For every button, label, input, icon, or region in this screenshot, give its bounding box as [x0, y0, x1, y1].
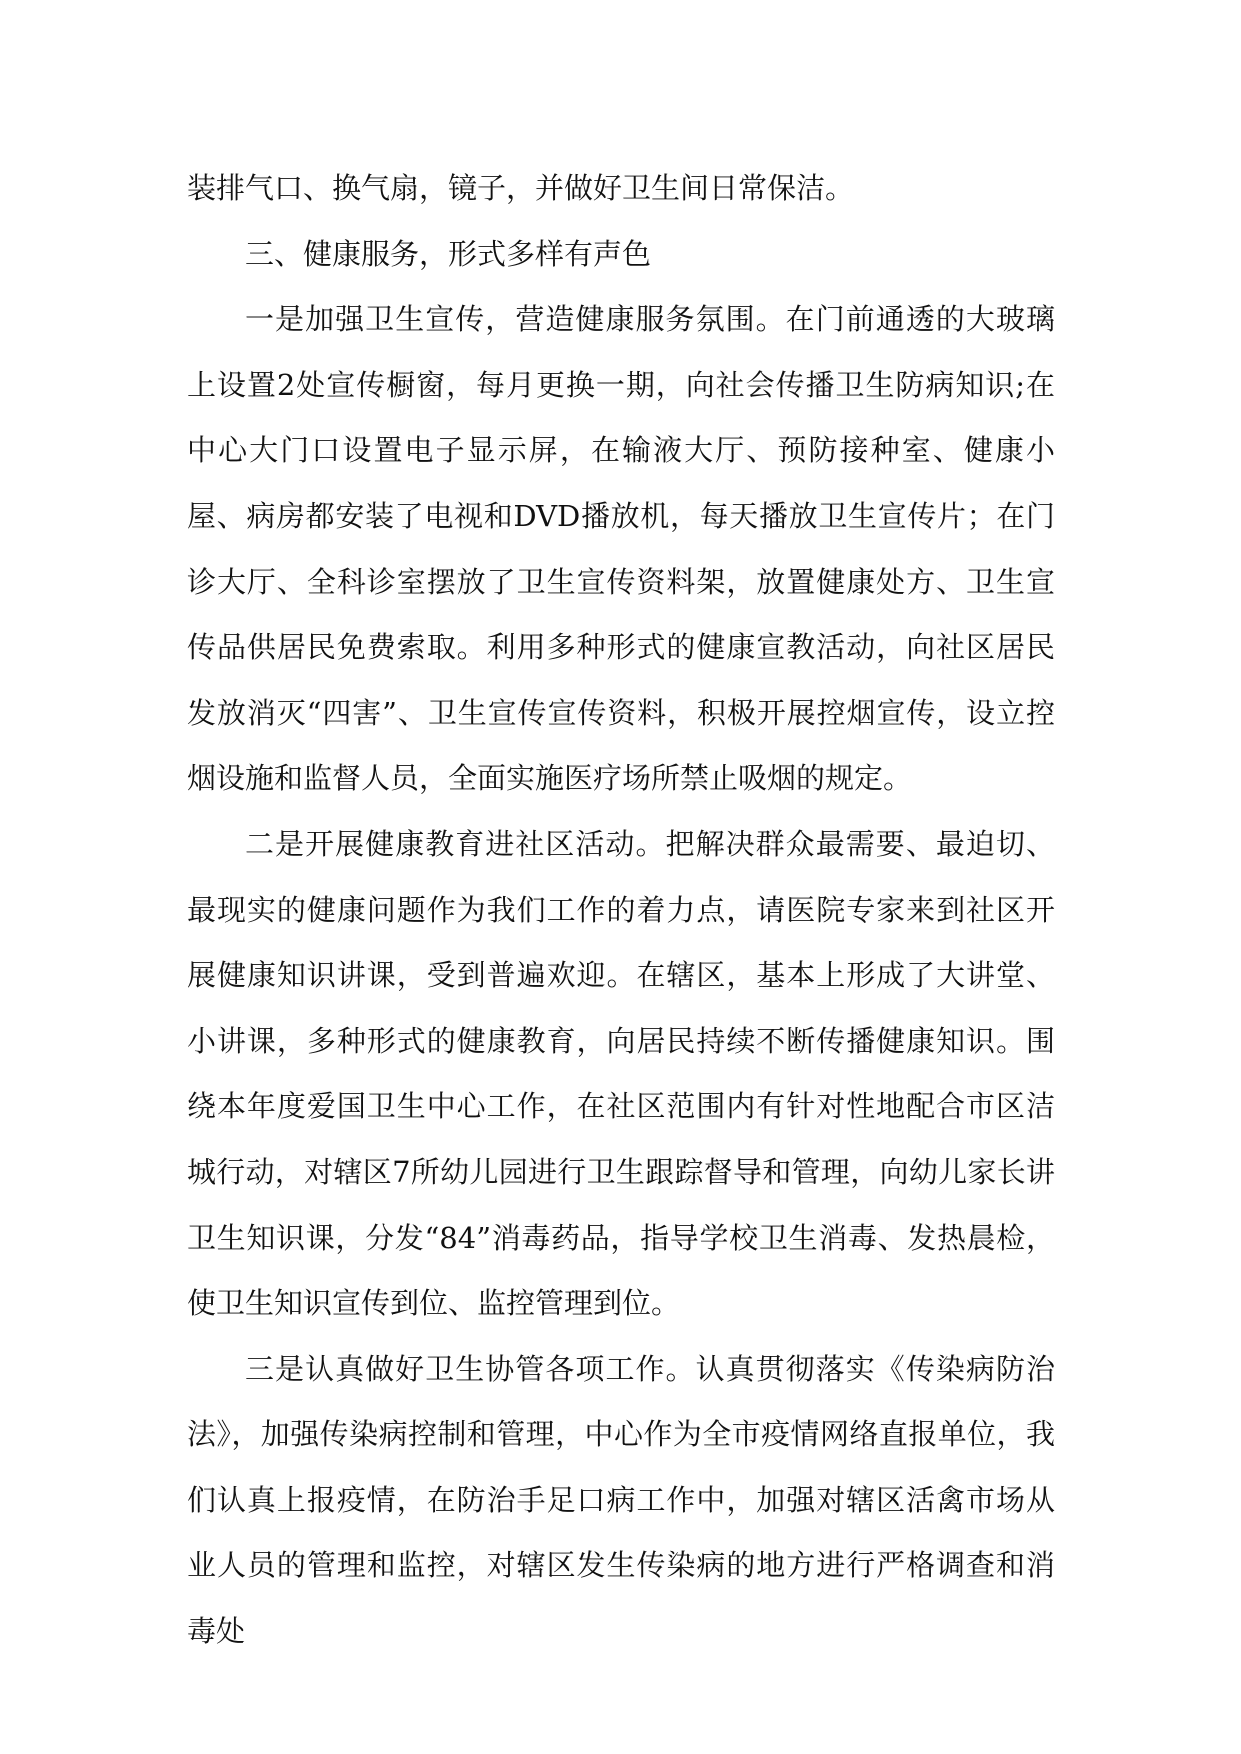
paragraph-health-publicity: 一是加强卫生宣传，营造健康服务氛围。在门前通透的大玻璃上设置2处宣传橱窗，每月更换一期，向社会传播卫生防病知识;在中心大门口设置电子显示屏，在输液大厅、预防接种室、健康小屋、病房都安装了电视和DVD播放机，每天播放卫生宣传片；在门诊大厅、全科诊室摆放了卫生宣传资料架，放置健康处方、卫生宣传品供居民免费索取。利用多种形式的健康宣教活动，向社区居民发放消灭“四害”、卫生宣传宣传资料，积极开展控烟宣传，设立控烟设施和监督人员，全面实施医疗场所禁止吸烟的规定。 — [187, 302, 1055, 796]
paragraph-community-education: 二是开展健康教育进社区活动。把解决群众最需要、最迫切、最现实的健康问题作为我们工作的着力点，请医院专家来到社区开展健康知识讲课，受到普遍欢迎。在辖区，基本上形成了大讲堂、小讲课，多种形式的健康教育，向居民持续不断传播健康知识。围绕本年度爱国卫生中心工作，在社区范围内有针对性地配合市区洁城行动，对辖区7所幼儿园进行卫生跟踪督导和管理，向幼儿家长讲卫生知识课，分发“84”消毒药品，指导学校卫生消毒、发热晨检，使卫生知识宣传到位、监控管理到位。 — [187, 826, 1055, 1321]
paragraph-continuation: 装排气口、换气扇，镜子，并做好卫生间日常保洁。 — [187, 171, 855, 205]
paragraph-health-coordination: 三是认真做好卫生协管各项工作。认真贯彻落实《传染病防治法》，加强传染病控制和管理，中心作为全市疫情网络直报单位，我们认真上报疫情，在防治手足口病工作中，加强对辖区活禽市场从业人员的管理和监控，对辖区发生传染病的地方进行严格调查和消毒处 — [187, 1351, 1055, 1649]
section-heading: 三、健康服务，形式多样有声色 — [245, 236, 652, 271]
document-body — [187, 156, 1055, 1665]
